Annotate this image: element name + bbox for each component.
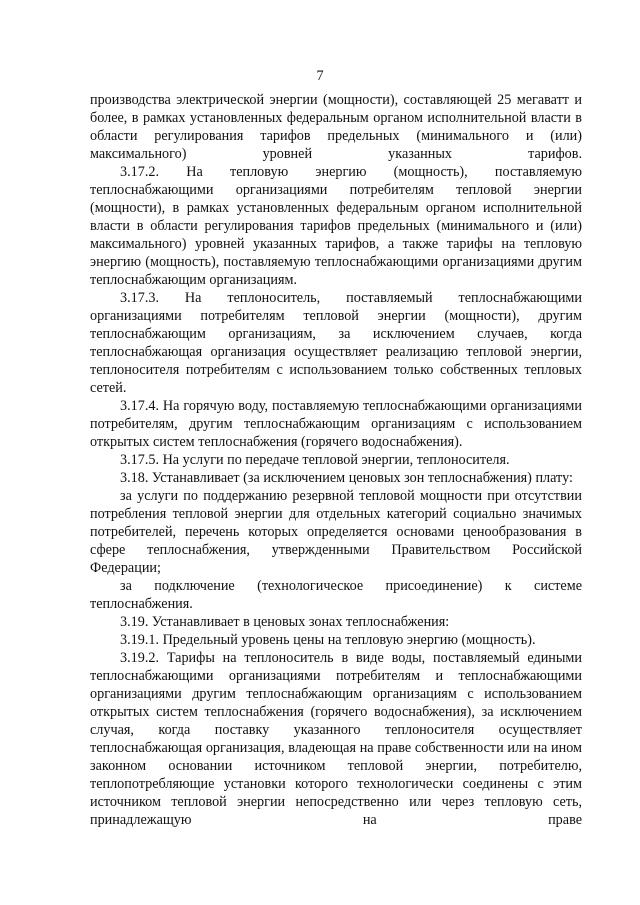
paragraph-reserve-capacity: за услуги по поддержанию резервной тепловой мощности при отсутствии потребления тепловой энергии для отдельных категорий социально значимых потребителей, перечень которых определяется основами ценообразования в сфере теплоснабжения, утвержденными Правительством Российской Федерации; [90, 488, 582, 576]
paragraph-3-19-1: 3.19.1. Предельный уровень цены на тепловую энергию (мощность). [120, 632, 536, 648]
paragraph-3-17-3: 3.17.3. На теплоноситель, поставляемый теплоснабжающими организациями потребителям тепловой энергии (мощности), другим теплоснабжающим организациям, за исключением случаев, когда теплоснабжающая организация осуществляет реализацию тепловой энергии, теплоносителя потребителям с использованием только собственных тепловых сетей. [90, 290, 582, 396]
page-number: 7 [316, 68, 324, 84]
paragraph-3-18: 3.18. Устанавливает (за исключением ценовых зон теплоснабжения) плату: [120, 470, 573, 486]
paragraph-3-17-4: 3.17.4. На горячую воду, поставляемую теплоснабжающими организациями потребителям, другим теплоснабжающим организациям с использованием открытых систем теплоснабжения (горячего водоснабжения). [90, 398, 582, 450]
paragraph-3-19: 3.19. Устанавливает в ценовых зонах теплоснабжения: [120, 614, 450, 630]
paragraph-3-17-2: 3.17.2. На тепловую энергию (мощность), поставляемую теплоснабжающими организациями потребителям тепловой энергии (мощности), в рамках установленных федеральным органом исполнительной власти в области регулирования тарифов предельных (минимального и (или) максимального) уровней указанных тарифов, а также тарифы на тепловую энергию (мощность), поставляемую теплоснабжающими организациями другим теплоснабжающим организациям. [90, 164, 582, 288]
body-text [90, 91, 582, 829]
paragraph-3-17-5: 3.17.5. На услуги по передаче тепловой энергии, теплоносителя. [120, 452, 510, 468]
paragraph-continuation: производства электрической энергии (мощности), составляющей 25 мегаватт и более, в рамках установленных федеральным органом исполнительной власти в области регулирования тарифов предельных (минимального и (или) максимального) уровней указанных тарифов. [90, 92, 582, 162]
paragraph-connection: за подключение (технологическое присоединение) к системе теплоснабжения. [90, 578, 582, 612]
paragraph-3-19-2: 3.19.2. Тарифы на теплоноситель в виде воды, поставляемый едиными теплоснабжающими организациями потребителям и теплоснабжающими организациями другим теплоснабжающим организациям с использованием открытых систем теплоснабжения (горячего водоснабжения), за исключением случая, когда поставку указанного теплоносителя осуществляет теплоснабжающая организация, владеющая на праве собственности или на ином законном основании источником тепловой энергии, потребителю, теплопотребляющие установки которого технологически соединены с этим источником тепловой энергии непосредственно или через тепловую сеть, принадлежащую на праве [90, 650, 582, 828]
